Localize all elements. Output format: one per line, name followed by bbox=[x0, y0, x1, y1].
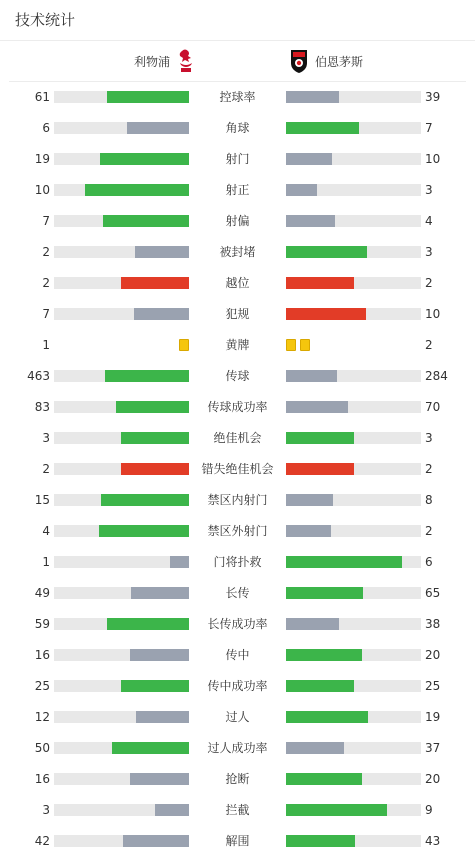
home-bar-track bbox=[54, 525, 189, 537]
away-value: 9 bbox=[425, 803, 433, 817]
home-value: 61 bbox=[34, 90, 50, 104]
away-bar-track bbox=[286, 463, 421, 475]
stat-label: 拦截 bbox=[225, 803, 250, 817]
away-bar-track bbox=[286, 742, 421, 754]
home-bar-fill bbox=[103, 215, 189, 227]
away-bar-track bbox=[286, 649, 421, 661]
stat-row bbox=[0, 795, 475, 826]
away-value: 20 bbox=[425, 772, 441, 786]
home-bar-fill bbox=[135, 246, 189, 258]
stat-label: 门将扑救 bbox=[213, 555, 262, 569]
stat-label: 射正 bbox=[225, 183, 250, 197]
home-bar-fill bbox=[130, 649, 189, 661]
home-bar-track bbox=[54, 680, 189, 692]
away-bar-track bbox=[286, 680, 421, 692]
stat-row bbox=[0, 299, 475, 330]
home-bar-track bbox=[54, 804, 189, 816]
away-bar-fill bbox=[286, 742, 344, 754]
stat-row bbox=[0, 485, 475, 516]
stat-row bbox=[0, 144, 475, 175]
away-cards bbox=[286, 339, 310, 351]
stat-row bbox=[0, 733, 475, 764]
home-value: 16 bbox=[34, 648, 50, 662]
home-bar-track bbox=[54, 432, 189, 444]
stat-row bbox=[0, 237, 475, 268]
away-bar-track bbox=[286, 773, 421, 785]
away-bar-track bbox=[286, 370, 421, 382]
home-bar-fill bbox=[112, 742, 189, 754]
away-bar-track bbox=[286, 184, 421, 196]
home-team-name: 利物浦 bbox=[133, 54, 170, 69]
home-value: 50 bbox=[34, 741, 50, 755]
team-header bbox=[9, 41, 466, 82]
stat-label: 过人 bbox=[225, 710, 250, 724]
stat-label: 黄牌 bbox=[225, 338, 250, 352]
home-bar-fill bbox=[127, 122, 189, 134]
away-bar-track bbox=[286, 153, 421, 165]
stat-row bbox=[0, 82, 475, 113]
home-value: 25 bbox=[34, 679, 50, 693]
stat-row bbox=[0, 702, 475, 733]
away-value: 70 bbox=[425, 400, 441, 414]
stat-row bbox=[0, 392, 475, 423]
away-value: 284 bbox=[425, 369, 448, 383]
home-bar-fill bbox=[85, 184, 189, 196]
away-bar-track bbox=[286, 432, 421, 444]
away-value: 2 bbox=[425, 462, 433, 476]
home-value: 42 bbox=[34, 834, 50, 848]
home-bar-fill bbox=[100, 153, 189, 165]
home-value: 12 bbox=[34, 710, 50, 724]
away-value: 38 bbox=[425, 617, 441, 631]
away-value: 3 bbox=[425, 431, 433, 445]
home-bar-track bbox=[54, 711, 189, 723]
away-bar-track bbox=[286, 525, 421, 537]
stat-label: 射门 bbox=[225, 152, 250, 166]
stat-row bbox=[0, 113, 475, 144]
away-bar-fill bbox=[286, 618, 339, 630]
stat-row bbox=[0, 547, 475, 578]
home-bar-fill bbox=[123, 835, 189, 847]
stat-label: 过人成功率 bbox=[207, 741, 268, 755]
away-bar-fill bbox=[286, 835, 355, 847]
stat-label: 传中成功率 bbox=[207, 679, 268, 693]
home-value: 2 bbox=[42, 462, 50, 476]
stat-row bbox=[0, 454, 475, 485]
stat-label: 传球 bbox=[225, 369, 250, 383]
away-bar-fill bbox=[286, 556, 402, 568]
home-bar-track bbox=[54, 370, 189, 382]
stat-label: 传球成功率 bbox=[207, 400, 268, 414]
away-bar-fill bbox=[286, 463, 354, 475]
away-value: 4 bbox=[425, 214, 433, 228]
stat-row bbox=[0, 330, 475, 361]
home-bar-fill bbox=[136, 711, 189, 723]
home-bar-track bbox=[54, 494, 189, 506]
away-bar-fill bbox=[286, 680, 354, 692]
home-value: 3 bbox=[42, 803, 50, 817]
liverpool-crest-icon bbox=[176, 48, 196, 74]
home-value: 463 bbox=[27, 369, 50, 383]
away-bar-fill bbox=[286, 525, 331, 537]
home-bar-track bbox=[54, 308, 189, 320]
bournemouth-crest-icon bbox=[289, 48, 309, 74]
away-value: 2 bbox=[425, 276, 433, 290]
away-value: 10 bbox=[425, 307, 441, 321]
away-value: 25 bbox=[425, 679, 441, 693]
home-bar-track bbox=[54, 153, 189, 165]
yellow-card-icon bbox=[286, 339, 296, 351]
home-team[interactable] bbox=[134, 41, 196, 81]
stat-label: 解围 bbox=[225, 834, 250, 848]
home-bar-track bbox=[54, 587, 189, 599]
stat-label: 射偏 bbox=[225, 214, 250, 228]
away-bar-fill bbox=[286, 91, 339, 103]
stat-row bbox=[0, 640, 475, 671]
home-value: 1 bbox=[42, 555, 50, 569]
away-value: 19 bbox=[425, 710, 441, 724]
away-bar-track bbox=[286, 122, 421, 134]
yellow-card-icon bbox=[179, 339, 189, 351]
home-value: 19 bbox=[34, 152, 50, 166]
stat-row bbox=[0, 578, 475, 609]
stat-label: 犯规 bbox=[225, 307, 250, 321]
stat-row bbox=[0, 423, 475, 454]
home-bar-fill bbox=[121, 432, 189, 444]
home-bar-track bbox=[54, 215, 189, 227]
home-bar-fill bbox=[99, 525, 189, 537]
home-value: 49 bbox=[34, 586, 50, 600]
stat-label: 抢断 bbox=[225, 772, 250, 786]
home-bar-track bbox=[54, 556, 189, 568]
stat-label: 禁区内射门 bbox=[207, 493, 268, 507]
away-bar-fill bbox=[286, 370, 337, 382]
home-value: 59 bbox=[34, 617, 50, 631]
stat-label: 禁区外射门 bbox=[207, 524, 268, 538]
away-value: 37 bbox=[425, 741, 441, 755]
home-bar-track bbox=[54, 742, 189, 754]
stat-row bbox=[0, 361, 475, 392]
away-value: 43 bbox=[425, 834, 441, 848]
away-value: 7 bbox=[425, 121, 433, 135]
home-value: 2 bbox=[42, 276, 50, 290]
home-value: 3 bbox=[42, 431, 50, 445]
stat-label: 错失绝佳机会 bbox=[201, 462, 274, 476]
stat-label: 越位 bbox=[225, 276, 250, 290]
home-value: 2 bbox=[42, 245, 50, 259]
home-bar-fill bbox=[170, 556, 189, 568]
away-bar-fill bbox=[286, 246, 367, 258]
away-value: 3 bbox=[425, 183, 433, 197]
away-bar-track bbox=[286, 308, 421, 320]
away-bar-fill bbox=[286, 215, 335, 227]
home-bar-fill bbox=[116, 401, 189, 413]
away-bar-fill bbox=[286, 587, 363, 599]
away-bar-fill bbox=[286, 122, 359, 134]
home-bar-track bbox=[54, 649, 189, 661]
away-value: 20 bbox=[425, 648, 441, 662]
away-bar-fill bbox=[286, 649, 362, 661]
away-bar-track bbox=[286, 835, 421, 847]
stat-row bbox=[0, 268, 475, 299]
away-bar-fill bbox=[286, 153, 332, 165]
stat-row bbox=[0, 609, 475, 640]
home-bar-fill bbox=[121, 463, 189, 475]
home-bar-track bbox=[54, 618, 189, 630]
home-bar-track bbox=[54, 122, 189, 134]
stat-label: 被封堵 bbox=[219, 245, 256, 259]
stat-label: 控球率 bbox=[219, 90, 256, 104]
stat-row bbox=[0, 671, 475, 702]
away-bar-track bbox=[286, 618, 421, 630]
home-value: 1 bbox=[42, 338, 50, 352]
away-value: 10 bbox=[425, 152, 441, 166]
home-bar-track bbox=[54, 246, 189, 258]
away-value: 6 bbox=[425, 555, 433, 569]
away-bar-track bbox=[286, 587, 421, 599]
away-value: 8 bbox=[425, 493, 433, 507]
away-bar-track bbox=[286, 494, 421, 506]
home-bar-fill bbox=[121, 680, 189, 692]
away-bar-fill bbox=[286, 401, 348, 413]
home-value: 16 bbox=[34, 772, 50, 786]
away-bar-fill bbox=[286, 494, 333, 506]
home-bar-fill bbox=[121, 277, 189, 289]
stat-label: 绝佳机会 bbox=[213, 431, 262, 445]
away-bar-fill bbox=[286, 184, 317, 196]
home-bar-fill bbox=[107, 91, 189, 103]
away-value: 2 bbox=[425, 338, 433, 352]
home-bar-fill bbox=[155, 804, 189, 816]
home-bar-fill bbox=[131, 587, 189, 599]
away-team-name: 伯恩茅斯 bbox=[315, 54, 364, 69]
away-value: 65 bbox=[425, 586, 441, 600]
away-bar-track bbox=[286, 246, 421, 258]
away-bar-track bbox=[286, 401, 421, 413]
home-bar-fill bbox=[105, 370, 189, 382]
away-bar-fill bbox=[286, 773, 362, 785]
away-value: 3 bbox=[425, 245, 433, 259]
home-bar-track bbox=[54, 277, 189, 289]
stat-row bbox=[0, 175, 475, 206]
home-bar-fill bbox=[107, 618, 189, 630]
stat-row bbox=[0, 826, 475, 857]
stat-row bbox=[0, 764, 475, 795]
away-bar-fill bbox=[286, 308, 366, 320]
stat-row bbox=[0, 516, 475, 547]
home-value: 15 bbox=[34, 493, 50, 507]
stat-label: 角球 bbox=[225, 121, 250, 135]
stat-row bbox=[0, 206, 475, 237]
away-bar-track bbox=[286, 711, 421, 723]
home-bar-track bbox=[54, 91, 189, 103]
away-bar-fill bbox=[286, 711, 368, 723]
home-value: 4 bbox=[42, 524, 50, 538]
away-value: 2 bbox=[425, 524, 433, 538]
home-bar-fill bbox=[134, 308, 189, 320]
home-bar-track bbox=[54, 184, 189, 196]
away-bar-fill bbox=[286, 277, 354, 289]
away-bar-fill bbox=[286, 804, 387, 816]
away-bar-track bbox=[286, 215, 421, 227]
home-cards bbox=[179, 339, 189, 351]
page-title: 技术统计 bbox=[0, 0, 475, 41]
home-value: 10 bbox=[34, 183, 50, 197]
stat-label: 长传成功率 bbox=[207, 617, 268, 631]
away-bar-track bbox=[286, 91, 421, 103]
home-bar-track bbox=[54, 401, 189, 413]
stat-label: 长传 bbox=[225, 586, 250, 600]
home-bar-fill bbox=[130, 773, 189, 785]
stat-label: 传中 bbox=[225, 648, 250, 662]
away-bar-track bbox=[286, 804, 421, 816]
away-bar-track bbox=[286, 556, 421, 568]
home-value: 7 bbox=[42, 214, 50, 228]
yellow-card-icon bbox=[300, 339, 310, 351]
away-bar-fill bbox=[286, 432, 354, 444]
away-value: 39 bbox=[425, 90, 441, 104]
home-bar-track bbox=[54, 463, 189, 475]
home-value: 7 bbox=[42, 307, 50, 321]
home-bar-fill bbox=[101, 494, 189, 506]
home-value: 83 bbox=[34, 400, 50, 414]
away-team[interactable] bbox=[289, 41, 363, 81]
home-value: 6 bbox=[42, 121, 50, 135]
home-bar-track bbox=[54, 835, 189, 847]
away-bar-track bbox=[286, 277, 421, 289]
home-bar-track bbox=[54, 773, 189, 785]
